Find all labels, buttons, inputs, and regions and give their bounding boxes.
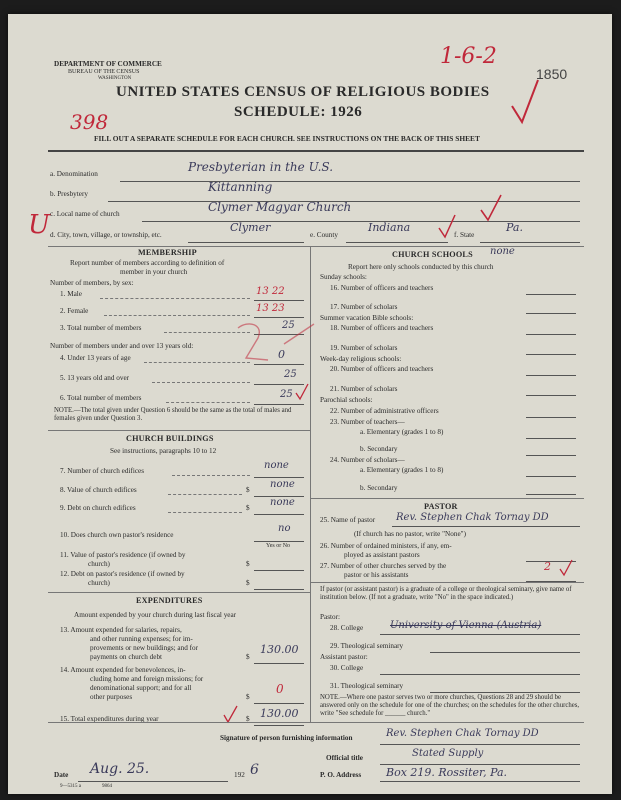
q19-label: 19. Number of scholars (330, 344, 398, 352)
schools-heading: CHURCH SCHOOLS (392, 250, 473, 259)
section-rule (310, 498, 584, 499)
membership-intro-2: member in your church (120, 268, 188, 276)
expenditures-sub: Amount expended by your church during last fiscal year (74, 611, 237, 619)
denomination-line (120, 181, 580, 182)
leader-dots (168, 494, 242, 495)
q21-field[interactable] (526, 385, 576, 396)
q25-label: 25. Name of pastor (320, 516, 376, 524)
stamp-number: 1850 (536, 66, 568, 82)
by-sex-label: Number of members, by sex: (50, 279, 134, 287)
membership-intro: Report number of members according to definition of (70, 259, 225, 267)
q18-label: 18. Number of officers and teachers (330, 324, 434, 332)
q31-line (430, 692, 580, 693)
q13-dollar: $ (246, 653, 250, 661)
q1-label: 1. Male (60, 290, 82, 298)
check-mark-icon (222, 704, 240, 724)
q24a-label: a. Elementary (grades 1 to 8) (360, 466, 444, 474)
q23-label: 23. Number of teachers— (330, 418, 405, 426)
date-value: Aug. 25. (90, 761, 150, 777)
official-title-label: Official title (326, 754, 363, 762)
date-label: Date (54, 771, 69, 779)
washington-label: WASHINGTON (98, 76, 132, 81)
census-schedule-sheet (8, 14, 612, 794)
q14-label-1: 14. Amount expended for benevolences, in- (60, 666, 186, 674)
section-rule (48, 430, 310, 431)
q28-label: 28. College (330, 624, 364, 632)
section-rule (48, 592, 310, 593)
q5-label: 5. 13 years old and over (60, 374, 130, 382)
q28-line (380, 634, 580, 635)
q2-value: 13 23 (256, 303, 285, 314)
q7-value: none (264, 460, 289, 471)
leader-dots (152, 382, 250, 383)
margin-mark: U (28, 210, 50, 240)
year-prefix: 192 (234, 771, 245, 779)
q9-label: 9. Debt on church edifices (60, 504, 136, 512)
q13-label-3: provements or new buildings; and for (90, 644, 198, 652)
denomination-label: a. Denomination (50, 170, 98, 178)
schools-none-note: none (490, 246, 515, 257)
check-mark-icon (508, 76, 542, 126)
q16-field[interactable] (526, 284, 576, 295)
red-serial-number: 398 (70, 110, 109, 134)
q13-label-2: and other running expenses; for im- (90, 635, 193, 643)
section-rule (310, 582, 584, 583)
county-label: e. County (310, 231, 338, 239)
q22-label: 22. Number of administrative officers (330, 407, 439, 415)
q25-value: Rev. Stephen Chak Tornay DD (396, 512, 549, 523)
q14-label-2: cluding home and foreign missions; for (90, 675, 204, 683)
schedule-title: SCHEDULE: 1926 (234, 104, 363, 120)
q20-field[interactable] (526, 365, 576, 376)
weekday-label: Week-day religious schools: (320, 355, 402, 363)
q11-label-2: church) (88, 560, 110, 568)
q26-label: 26. Number of ordained ministers, if any, em- (320, 542, 452, 550)
q10-value: no (278, 523, 291, 534)
q12-field[interactable] (254, 579, 304, 590)
q24b-field[interactable] (526, 484, 576, 495)
q4-label: 4. Under 13 years of age (60, 354, 131, 362)
leader-dots (168, 512, 242, 513)
q8-dollar: $ (246, 486, 250, 494)
q10-label: 10. Does church own pastor's residence (60, 531, 174, 539)
q14-value: 0 (276, 682, 284, 696)
parochial-label: Parochial schools: (320, 396, 373, 404)
q29-label: 29. Theological seminary (330, 642, 404, 650)
q20-label: 20. Number of officers and teachers (330, 365, 434, 373)
official-title-line (380, 764, 580, 765)
q29-line (430, 652, 580, 653)
q25-line (392, 526, 580, 527)
signature-line (380, 744, 580, 745)
q12-dollar: $ (246, 579, 250, 587)
q22-field[interactable] (526, 407, 576, 418)
q31-label: 31. Theological seminary (330, 682, 404, 690)
city-label: d. City, town, village, or township, etc. (50, 231, 162, 239)
q1-value: 13 22 (256, 286, 285, 297)
q27-label-2: pastor or his assistants (344, 571, 409, 579)
official-title-value: Stated Supply (412, 748, 484, 759)
presbytery-value: Kittanning (208, 180, 273, 194)
address-line (380, 781, 580, 782)
q15-value: 130.00 (260, 707, 299, 720)
q30-label: 30. College (330, 664, 364, 672)
q7-label: 7. Number of church edifices (60, 467, 145, 475)
summer-label: Summer vacation Bible schools: (320, 314, 414, 322)
q23b-field[interactable] (526, 445, 576, 456)
leader-dots (172, 475, 250, 476)
q28-value: University of Vienna (Austria) (390, 620, 542, 631)
under-over-label: Number of members under and over 13 years old: (50, 342, 194, 350)
check-mark-icon (558, 558, 574, 578)
year-digit: 6 (250, 762, 259, 778)
q23a-field[interactable] (526, 428, 576, 439)
address-label: P. O. Address (320, 771, 362, 779)
assistant-label: Assistant pastor: (320, 653, 368, 661)
church-name-label: c. Local name of church (50, 210, 120, 218)
q26-label-2: ployed as assistant pastors (344, 551, 420, 559)
church-name-value: Clymer Magyar Church (208, 200, 352, 214)
q24-label: 24. Number of scholars— (330, 456, 405, 464)
denomination-value: Presbyterian in the U.S. (188, 160, 334, 174)
leader-dots (144, 362, 250, 363)
q12-label-2: church) (88, 579, 110, 587)
pastor-heading: PASTOR (424, 502, 458, 511)
instruction-text: FILL OUT A SEPARATE SCHEDULE FOR EACH CHURCH. SEE INSTRUCTIONS ON THE BACK OF THIS SHEET (94, 134, 480, 143)
leader-dots (100, 298, 250, 299)
graduate-note: If pastor (or assistant pastor) is a graduate of a college or theological seminary, give name of institution below. (If not a graduate, write "No" in the space indicated.) (320, 586, 572, 601)
q23a-label: a. Elementary (grades 1 to 8) (360, 428, 444, 436)
page-title: UNITED STATES CENSUS OF RELIGIOUS BODIES (116, 84, 490, 100)
address-value: Box 219. Rossiter, Pa. (386, 766, 508, 779)
q11-dollar: $ (246, 560, 250, 568)
q8-label: 8. Value of church edifices (60, 486, 137, 494)
q13-label-4: payments on church debt (90, 653, 163, 661)
buildings-sub: See instructions, paragraphs 10 to 12 (110, 447, 217, 455)
check-mark-icon (294, 382, 310, 402)
form-number: 9—5315 a (60, 784, 81, 789)
state-line (480, 242, 580, 243)
q13-label-1: 13. Amount expended for salaries, repairs, (60, 626, 182, 634)
department-label: DEPARTMENT OF COMMERCE (54, 60, 162, 68)
buildings-heading: CHURCH BUILDINGS (126, 434, 214, 443)
section-rule (48, 722, 584, 723)
q23b-label: b. Secondary (360, 445, 398, 453)
check-mark-icon (478, 192, 504, 224)
leader-dots (166, 402, 250, 403)
q18-field[interactable] (526, 324, 576, 335)
q15-dollar: $ (246, 715, 250, 723)
q6-value: 25 (280, 389, 293, 400)
q30-line (380, 674, 580, 675)
print-code: 9864 (102, 784, 112, 789)
city-line (188, 242, 304, 243)
q24a-field[interactable] (526, 466, 576, 477)
q15-label: 15. Total expenditures during year (60, 715, 159, 723)
county-line (346, 242, 448, 243)
q8-value: none (270, 479, 295, 490)
q19-field[interactable] (526, 344, 576, 355)
q17-label: 17. Number of scholars (330, 303, 398, 311)
q24b-label: b. Secondary (360, 484, 398, 492)
signature-label: Signature of person furnishing information (220, 734, 353, 742)
q11-field[interactable] (254, 560, 304, 571)
membership-note: NOTE.—The total given under Question 6 should be the same as the total of males and females given under Question 3. (54, 407, 292, 422)
q25-note: (If church has no pastor, write "None") (354, 530, 466, 538)
signature-value: Rev. Stephen Chak Tornay DD (386, 728, 539, 739)
county-value: Indiana (368, 221, 411, 234)
q11-label: 11. Value of pastor's residence (if owned by (60, 551, 186, 559)
q3-label: 3. Total number of members (60, 324, 142, 332)
schools-intro: Report here only schools conducted by this church (348, 263, 494, 271)
state-label: f. State (454, 231, 475, 239)
q14-label-4: other purposes (90, 693, 133, 701)
q14-label-3: denominational support; and for all (90, 684, 192, 692)
q9-value: none (270, 497, 295, 508)
pastor-subheading: Pastor: (320, 613, 340, 621)
q27-value: 2 (544, 560, 551, 573)
pastor-note: NOTE.—Where one pastor serves two or more churches, Questions 28 and 29 should be answered only on the schedule for one of the churches; on the schedules for the other churches, write "See schedule for ______ church." (320, 694, 580, 717)
membership-heading: MEMBERSHIP (138, 248, 197, 257)
q6-label: 6. Total number of members (60, 394, 142, 402)
q21-label: 21. Number of scholars (330, 385, 398, 393)
sunday-label: Sunday schools: (320, 273, 367, 281)
presbytery-label: b. Presbytery (50, 190, 88, 198)
header-rule (48, 150, 584, 152)
q13-value: 130.00 (260, 643, 299, 656)
expenditures-heading: EXPENDITURES (136, 596, 203, 605)
state-value: Pa. (506, 221, 523, 234)
yes-no-hint: Yes or No (266, 543, 291, 549)
q2-label: 2. Female (60, 307, 89, 315)
date-line (78, 781, 228, 782)
q16-label: 16. Number of officers and teachers (330, 284, 434, 292)
q4-value: 0 (278, 348, 285, 361)
q17-field[interactable] (526, 303, 576, 314)
q3-value: 25 (282, 320, 295, 331)
city-value: Clymer (230, 221, 271, 234)
bureau-label: BUREAU OF THE CENSUS (68, 69, 140, 75)
q9-dollar: $ (246, 504, 250, 512)
q14-dollar: $ (246, 693, 250, 701)
q12-label: 12. Debt on pastor's residence (if owned by (60, 570, 185, 578)
handwritten-code: 1-6-2 (440, 44, 497, 69)
q5-value: 25 (284, 369, 297, 380)
q27-label: 27. Number of other churches served by the (320, 562, 447, 570)
